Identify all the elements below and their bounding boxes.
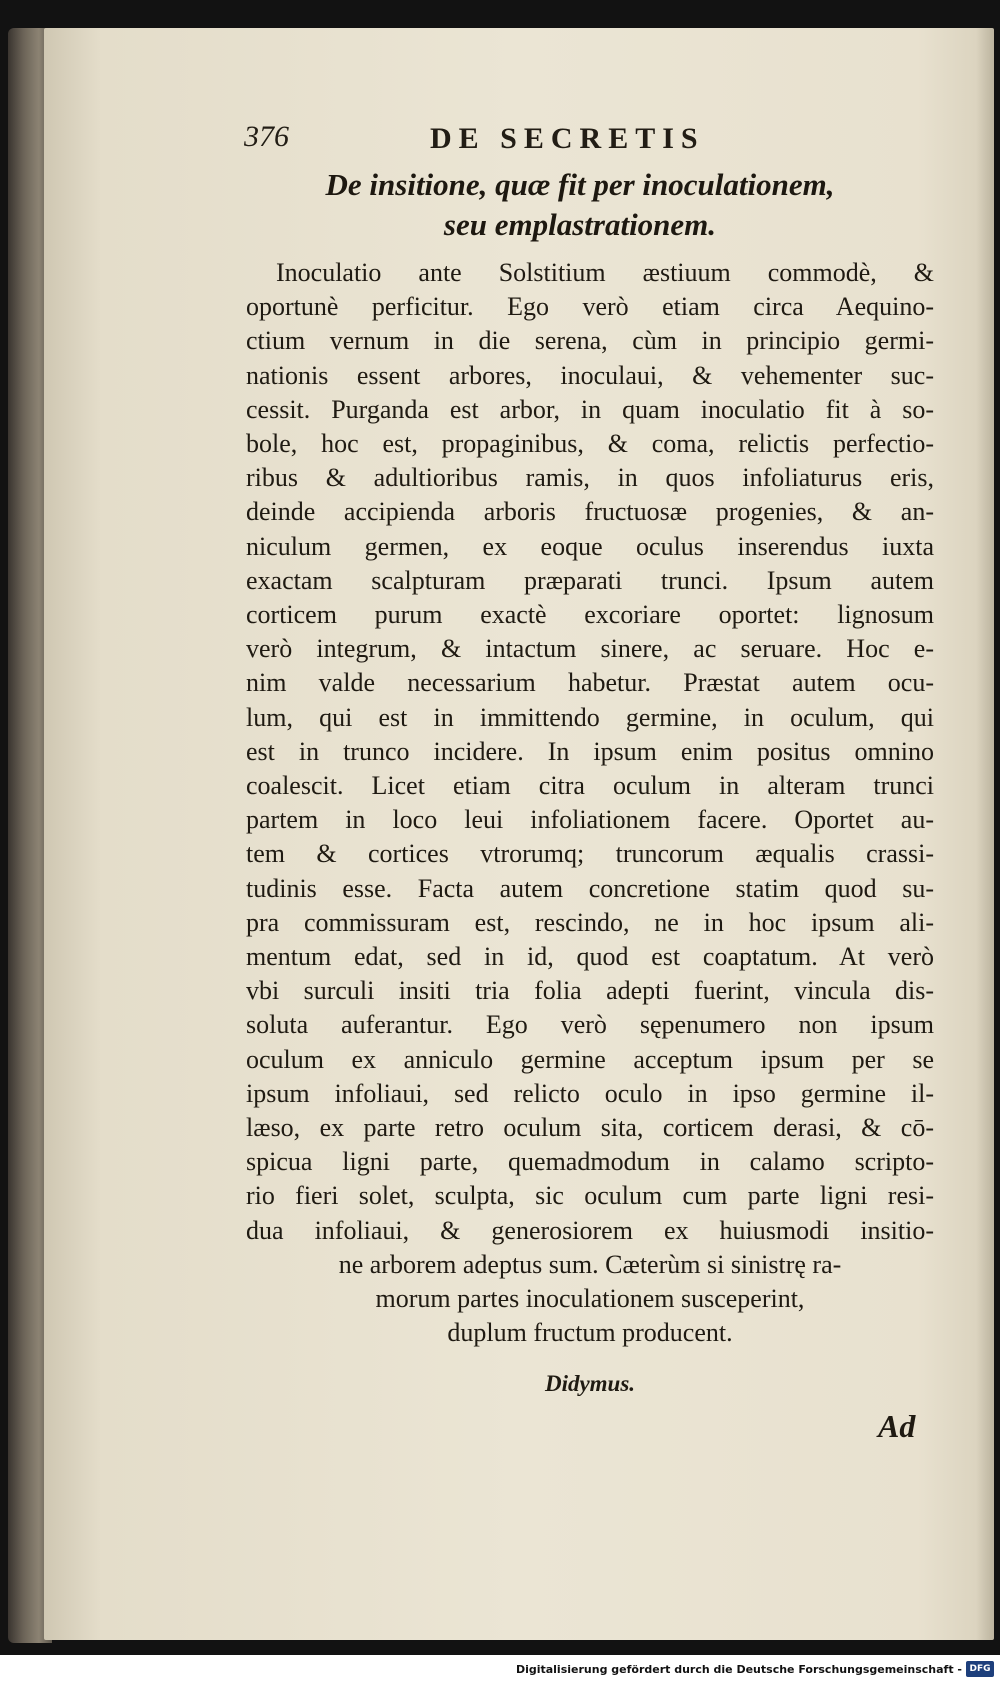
text-line: duplum fructum producent. (447, 1318, 733, 1348)
section-heading (300, 165, 860, 245)
text-line: partem in loco leui infoliationem facere. Oportet au- (246, 805, 934, 835)
text-line: bole, hoc est, propaginibus, & coma, relictis perfectio- (246, 429, 934, 459)
text-line: Inoculatio ante Solstitium æstiuum commodè, & (276, 258, 934, 287)
text-line: spicua ligni parte, quemadmodum in calamo scripto- (246, 1147, 934, 1177)
funding-credit: Digitalisierung gefördert durch die Deutsche Forschungsgemeinschaft - (515, 1663, 962, 1676)
text-line: mentum edat, sed in id, quod est coaptatum. At verò (246, 942, 934, 972)
text-line: nationis essent arbores, inoculaui, & vehementer suc- (246, 360, 934, 390)
footer-bar (0, 1655, 1000, 1687)
text-line: cessit. Purganda est arbor, in quam inoculatio fit à so- (246, 394, 934, 424)
page-edge-shadow (976, 28, 994, 1640)
heading-line: De insitione, quæ fit per inoculationem, (325, 167, 835, 202)
text-line: deinde accipienda arboris fructuosæ progenies, & an- (246, 497, 934, 527)
text-line: niculum germen, ex eoque oculus inserendus iuxta (246, 531, 934, 561)
text-line: exactam scalpturam præparati trunci. Ipsum autem (246, 565, 934, 595)
catchword: Ad (878, 1408, 916, 1444)
body-text (246, 256, 934, 1351)
text-line: soluta auferantur. Ego verò sępenumero non ipsum (246, 1010, 934, 1040)
text-line: oportunè perficitur. Ego verò etiam circa Aequino- (246, 292, 934, 322)
text-line: est in trunco incidere. In ipsum enim positus omnino (246, 736, 934, 766)
text-line: rio fieri solet, sculpta, sic oculum cum parte ligni resi- (246, 1181, 934, 1211)
text-line: tem & cortices vtrorumq; truncorum æqualis crassi- (246, 839, 934, 869)
text-line: ipsum infoliaui, sed relicto oculo in ipso germine il- (246, 1078, 934, 1108)
running-head (244, 120, 764, 160)
text-line: oculum ex anniculo germine acceptum ipsum per se (246, 1044, 934, 1074)
text-line: verò integrum, & intactum sinere, ac seruare. Hoc e- (246, 634, 934, 664)
dfg-logo-icon: DFG (966, 1661, 994, 1677)
author-attribution: Didymus. (544, 1371, 636, 1396)
text-line: coalescit. Licet etiam citra oculum in alteram trunci (246, 771, 934, 801)
text-line: ne arborem adeptus sum. Cæterùm si sinistrę ra- (338, 1249, 842, 1279)
text-line: ribus & adultioribus ramis, in quos infoliaturus eris, (246, 463, 934, 493)
heading-line: seu emplastrationem. (443, 207, 717, 242)
text-line: pra commissuram est, rescindo, ne in hoc ipsum ali- (246, 907, 934, 937)
page-number: 376 (244, 120, 289, 153)
text-line: dua infoliaui, & generosiorem ex huiusmodi insitio- (246, 1215, 934, 1245)
text-line: morum partes inoculationem susceperint, (375, 1284, 805, 1314)
text-line: nim valde necessarium habetur. Præstat autem ocu- (246, 668, 934, 698)
text-line: corticem purum exactè excoriare oportet: lignosum (246, 600, 934, 630)
text-line: tudinis esse. Facta autem concretione statim quod su- (246, 873, 934, 903)
text-line: lum, qui est in immittendo germine, in oculum, qui (246, 702, 934, 732)
text-line: læso, ex parte retro oculum sita, corticem derasi, & cō- (246, 1113, 934, 1143)
text-line: ctium vernum in die serena, cùm in principio germi- (246, 326, 934, 356)
header-title: DE SECRETIS (430, 122, 705, 155)
text-line: vbi surculi insiti tria folia adepti fuerint, vincula dis- (246, 976, 934, 1006)
